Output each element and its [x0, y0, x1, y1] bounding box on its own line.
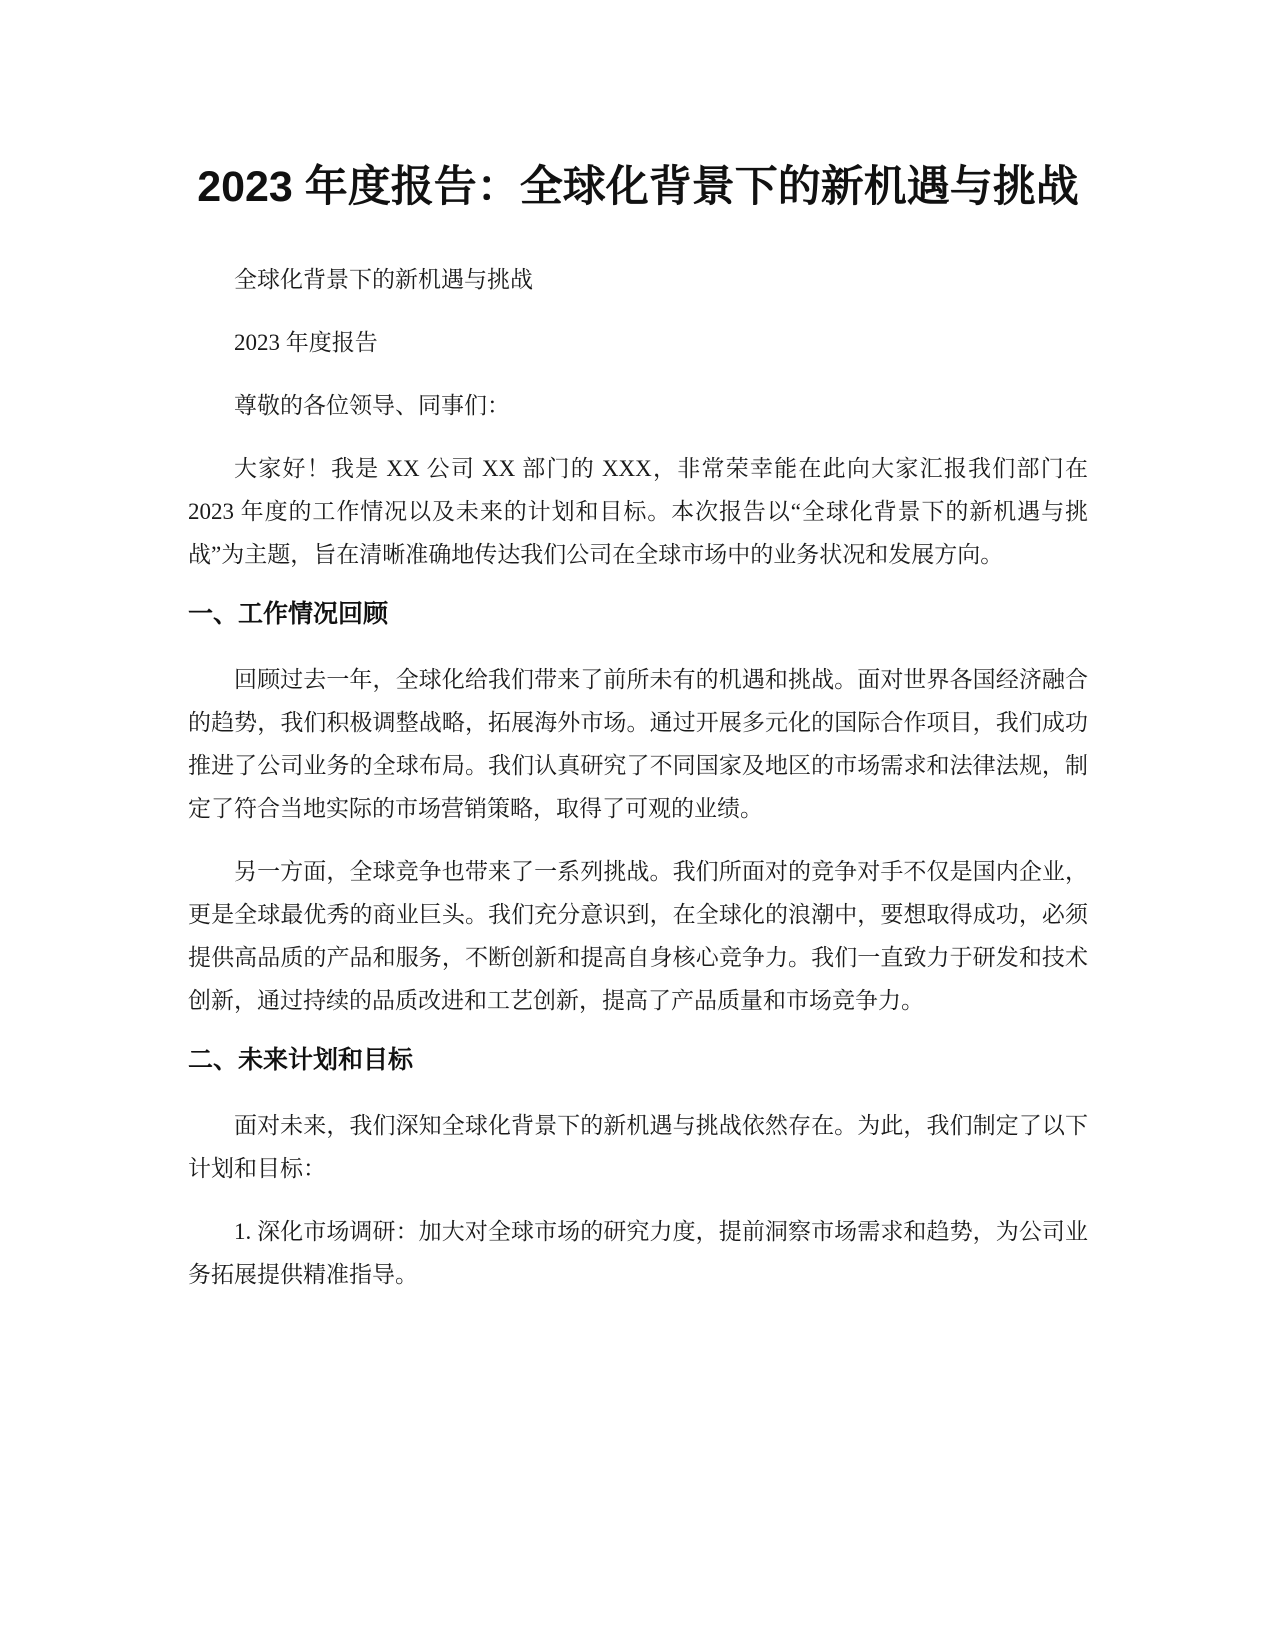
salutation: 尊敬的各位领导、同事们：	[234, 393, 510, 418]
section-heading-review: 一、工作情况回顾	[188, 600, 389, 628]
intro-paragraph: 大家好！我是 XX 公司 XX 部门的 XXX，非常荣幸能在此向大家汇报我们部门在 2023 年度的工作情况以及未来的计划和目标。本次报告以“全球化背景下的新机遇与挑战”为主题，旨在清晰准确地传达我们公司在全球市场中的业务状况和发展方向。	[188, 456, 1088, 567]
plans-paragraph-1: 面对未来，我们深知全球化背景下的新机遇与挑战依然存在。为此，我们制定了以下计划和目标：	[188, 1113, 1088, 1181]
review-paragraph-2: 另一方面，全球竞争也带来了一系列挑战。我们所面对的竞争对手不仅是国内企业，更是全球最优秀的商业巨头。我们充分意识到，在全球化的浪潮中，要想取得成功，必须提供高品质的产品和服务，不断创新和提高自身核心竞争力。我们一直致力于研发和技术创新，通过持续的品质改进和工艺创新，提高了产品质量和市场竞争力。	[188, 859, 1088, 1013]
document-body	[188, 150, 1088, 1316]
subtitle-line: 全球化背景下的新机遇与挑战	[234, 267, 533, 292]
section-heading-plans: 二、未来计划和目标	[188, 1046, 414, 1074]
year-line: 2023 年度报告	[234, 330, 378, 355]
plans-list-item-1: 1. 深化市场调研：加大对全球市场的研究力度，提前洞察市场需求和趋势，为公司业务拓展提供精准指导。	[188, 1219, 1088, 1287]
document-title: 2023 年度报告：全球化背景下的新机遇与挑战	[197, 163, 1079, 211]
review-paragraph-1: 回顾过去一年，全球化给我们带来了前所未有的机遇和挑战。面对世界各国经济融合的趋势，我们积极调整战略，拓展海外市场。通过开展多元化的国际合作项目，我们成功推进了公司业务的全球布局。我们认真研究了不同国家及地区的市场需求和法律法规，制定了符合当地实际的市场营销策略，取得了可观的业绩。	[188, 667, 1088, 821]
